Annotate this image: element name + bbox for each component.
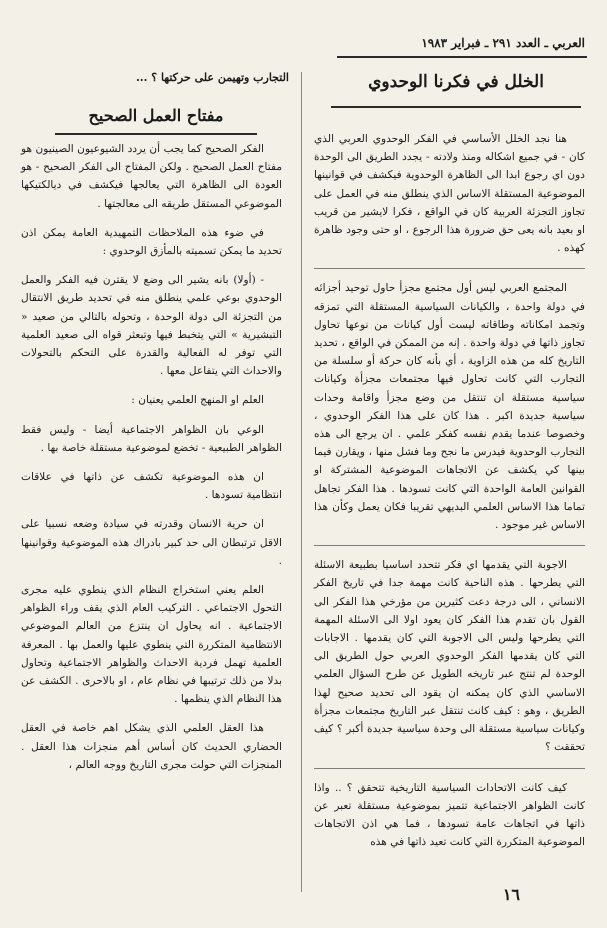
page-number: ١٦ xyxy=(502,885,520,904)
right-paragraph-4: كيف كانت الاتحادات السياسية التاريخية تتحقق ؟ .. واذا كانت الظواهر الاجتماعية تتميز بموضوعية مستقلة تعبر عن ذاتها في اتجاهات عامة تسودها ، فما هي اذن الاتجاهات الموضوعية المتكررة التي كانت تعيد ذاتها في هذه xyxy=(314,781,585,849)
column-divider xyxy=(301,72,302,892)
right-section-title xyxy=(331,72,581,108)
right-title-rule xyxy=(331,106,581,108)
left-paragraph-2: في ضوء هذه الملاحظات التمهيدية العامة يمكن اذن تحديد ما يمكن تسميته بالمأزق الوحدوي : xyxy=(21,226,282,258)
right-paragraph-3: الاجوبة التي يقدمها اي فكر تتحدد اساسيا بطبيعة الاسئلة التي يطرحها . هذه الناحية كانت مهمة جدا في تاريخ الفكر الانساني ، الى درجة دعت كثيرين من مؤرخي هذا الفكر الى القول بان تقدم هذا الفكر كان يعود اولا الى الاسئلة المهمة التي يطرحها وليس الى الاجوبة التي كان يقدمها . الاجابات التي كان يقدمها الفكر الوحدوي العربي حول الطريق الى الوحدة لم تنتج عبر تاريخه الطويل عن طرح السؤال العلمي الاساسي الذي كان يمكنه ان يقود الى تحديد صحيح لهذا الطريق ، وهو : كيف كانت تنتقل عبر التاريخ مجتمعات مجزأة وكيانات سياسية مستقلة الى وحدة سياسية جديدة أكبر ؟ كيف تحققت ؟ xyxy=(314,559,585,754)
left-paragraph-4: العلم او المنهج العلمي يعنيان : xyxy=(131,394,264,407)
left-paragraph-1: الفكر الصحيح كما يجب أن يردد الشيوعيون الصينيون هو مفتاح العمل الصحيح . ولكن المفتاح الى الفكر الصحيح - هو العودة الى الظاهرة التي يعالجها فيكشف في ديالكتيكها الموضوعي المستقل طريقه الى معالجتها . xyxy=(21,143,282,210)
right-paragraph-1: هنا نجد الخلل الأساسي في الفكر الوحدوي العربي الذي كان - في جميع اشكاله ومنذ ولادته - يجدد الطريق الى الوحدة دون اي رجوع ابدا الى الظاهرة الوحدوية فيكشف في قوانينها الموضوعية المستقلة الاساس الذي ينطلق منه في العمل على تجاوز التجزئة العربية كان في الواقع ، فكرا لايشير من قريب او بعيد بانه يعى حق ضرورة هذا الرجوع ، او حتى وجود ظاهرة كهذه . xyxy=(314,133,585,255)
right-paragraph-2: المجتمع العربي ليس أول مجتمع مجزأ حاول توحيد أجزائه في دولة واحدة ، والكيانات السياسية المستقلة التي تمزقه وتجمد امكاناته وطاقاته ليست أول كيانات من نوعها تحاول تجاوز ذاتها في دولة واحدة . إنه من الممكن في الواقع ، تحديد التاريخ كله من هذه الزاوية ، أي بأنه كان حركة أو سلسلة من التجارب التي كانت تحاول فيها مجتمعات مجزأة وكيانات سياسية مستقلة ان تنتقل من وضع مجزأ واقامة وحدات سياسية جديدة اكبر . هذا كان على هذا الفكر الوحدوي ، وخصوصا عندما يقدم نفسه كفكر علمي . ان يرجع الى هذه التجارب الوحدوية فيدرس ما نجح وما فشل منها ، ويقارن فيما بينها كي يكشف عن الاتجاهات الموضوعية المشتركة او القوانين العامة الواحدة التي كانت تسودها . هذا الفكر تجاهل تماما هذا الاساس العلمي البديهي تقريبا فكان يعمل وكأن هذا الاساس غير موجود . xyxy=(314,282,585,532)
right-column-body xyxy=(314,130,585,862)
left-paragraph-5: الوعي بان الظواهر الاجتماعية أيضا - وليس فقط الظواهر الطبيعية - تخضع لموضوعية مستقلة خاصة بها . xyxy=(21,423,282,454)
header-rule xyxy=(337,56,587,58)
right-separator-1 xyxy=(314,268,585,269)
left-column-body xyxy=(21,140,282,785)
issue-header: العربي ـ العدد ٢٩١ ـ فبراير ١٩٨٣ xyxy=(421,36,585,50)
right-separator-2 xyxy=(314,545,585,546)
left-paragraph-8: العلم يعني استخراج النظام الذي ينطوي عليه مجرى التحول الاجتماعي . التركيب العام الذي يقف وراء الظواهر الاجتماعية . انه يحاول ان ينتزع من العالم الموضوعي الانتظامية المتكررة التي ينطوي عليها والعمل بها . المعرفة العلمية تهمل فردية الاحداث والظواهر الاجتماعية وتحاول بدلا من ذلك ترتيبها في نظام عام ، او بالاحرى . الكشف عن هذا النظام الذي ينظمها . xyxy=(21,584,282,706)
left-paragraph-6: ان هذه الموضوعية تكشف عن ذاتها في علاقات انتظامية تسودها . xyxy=(21,471,282,502)
left-paragraph-9: هذا العقل العلمي الذي يشكل اهم خاصة في العقل الحضاري الحديث كان أساس أهم منجزات هذا العقل . المنجزات التي حولت مجرى التاريخ ووجه العالم ، xyxy=(21,722,282,771)
right-separator-3 xyxy=(314,768,585,769)
right-title-text: الخلل في فكرنا الوحدوي xyxy=(368,72,544,92)
left-title-rule xyxy=(55,133,257,135)
left-paragraph-7: ان حرية الانسان وقدرته في سيادة وضعه نسبيا على الاقل ترتبطان الى حد كبير بادراك هذه الموضوعية وقوانينها . xyxy=(21,518,282,567)
left-paragraph-3: - (أولا) بانه يشير الى وضع لا يقترن فيه الفكر والعمل الوحدوي بوعي علمي ينطلق منه في تحديد طريق الانتقال من التجزئة الى دولة الوحدة ، وتحوله بالتالي من صعيد « التبشيرية » التي يتخبط فيها وتبعثر قواه الى صعيد العلمية التي توفر له الفعالية والقدرة على التحكم بالتحولات والاحداث التي يتفاعل معها . xyxy=(21,274,282,378)
left-column-opening-line: التجارب وتهيمن على حركتها ؟ ... xyxy=(135,71,289,84)
left-title-text: مفتاح العمل الصحيح xyxy=(88,106,224,125)
left-section-title xyxy=(55,106,257,135)
